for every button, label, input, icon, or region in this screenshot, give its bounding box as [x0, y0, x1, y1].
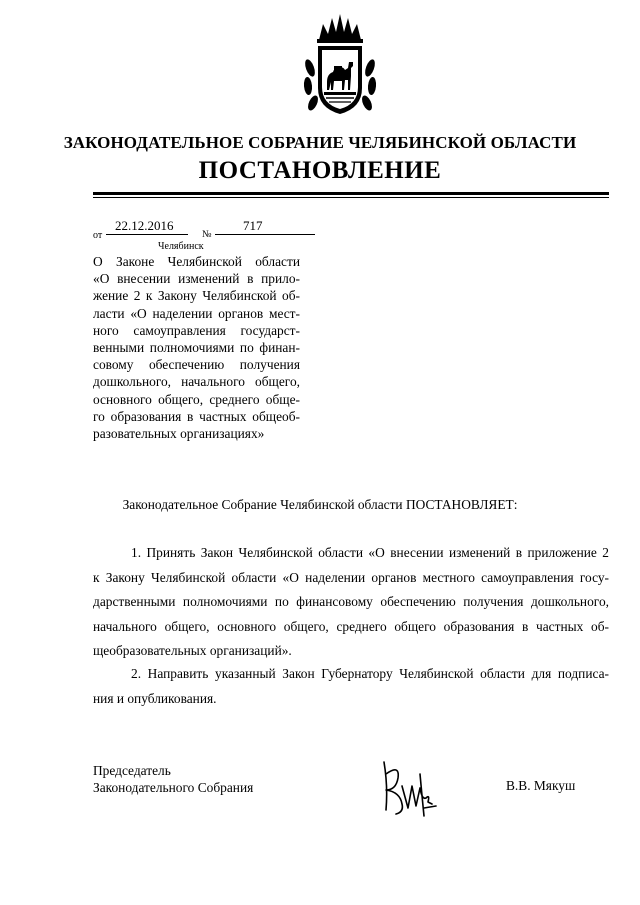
- header-divider-thick: [93, 192, 609, 195]
- item-line: 2. Направить указанный Закон Губернатору Челябинской области для подписа-: [131, 666, 609, 681]
- item-line: щеобразовательных организаций».: [93, 643, 292, 658]
- item-line: дарственными полномочиями по финансовому обеспечению получения дошкольного,: [93, 594, 609, 609]
- subject-line: «О внесении изменений в прило-: [93, 271, 300, 287]
- decree-statement: Законодательное Собрание Челябинской области ПОСТАНОВЛЯЕТ:: [122, 497, 518, 512]
- date-prefix-label: от: [93, 230, 103, 241]
- document-meta: [93, 218, 323, 242]
- subject-line: дошкольного, начального общего,: [93, 374, 300, 390]
- item-line: к Закону Челябинской области «О наделении органов местного самоуправления госу-: [93, 569, 609, 585]
- subject-line: жение 2 к Закону Челябинской об-: [93, 288, 300, 304]
- subject-line: совому обеспечению получения: [93, 357, 300, 373]
- document-date: 22.12.2016: [115, 218, 174, 233]
- subject-line: О Законе Челябинской области: [93, 254, 300, 269]
- number-prefix-label: №: [202, 229, 212, 240]
- item-line: ния и опубликования.: [93, 690, 217, 706]
- resolution-item-2: [93, 662, 609, 711]
- document-type-title: ПОСТАНОВЛЕНИЕ: [198, 157, 442, 184]
- date-underline: [106, 234, 188, 235]
- header-divider-thin: [93, 197, 609, 198]
- signatory-name: В.В. Мякуш: [506, 778, 576, 793]
- subject-line: ного самоуправления государст-: [93, 322, 300, 338]
- organization-name: ЗАКОНОДАТЕЛЬНОЕ СОБРАНИЕ ЧЕЛЯБИНСКОЙ ОБЛАСТИ: [63, 133, 577, 152]
- document-city: Челябинск: [158, 241, 204, 252]
- subject-line: венными полномочиями по финан-: [93, 340, 300, 356]
- subject-line: основного общего, среднего обще-: [93, 391, 300, 407]
- signatory-title: [93, 762, 253, 796]
- subject-line: го образования в частных общеоб-: [93, 408, 300, 424]
- item-line: начального общего, основного общего, среднего общего образования в частных об-: [93, 618, 609, 634]
- resolution-item-1: [93, 541, 609, 664]
- number-underline: [215, 234, 315, 235]
- document-number: 717: [243, 218, 263, 233]
- handwritten-signature: [374, 756, 440, 820]
- signatory-title-line: Законодательного Собрания: [93, 780, 254, 795]
- signatory-title-line: Председатель: [93, 763, 171, 778]
- coat-of-arms-icon: [301, 10, 379, 120]
- document-subject: [93, 253, 300, 442]
- subject-line: ласти «О наделении органов мест-: [93, 305, 300, 321]
- subject-line: разовательных организациях»: [93, 426, 265, 442]
- item-line: 1. Принять Закон Челябинской области «О внесении изменений в приложение 2: [131, 545, 609, 560]
